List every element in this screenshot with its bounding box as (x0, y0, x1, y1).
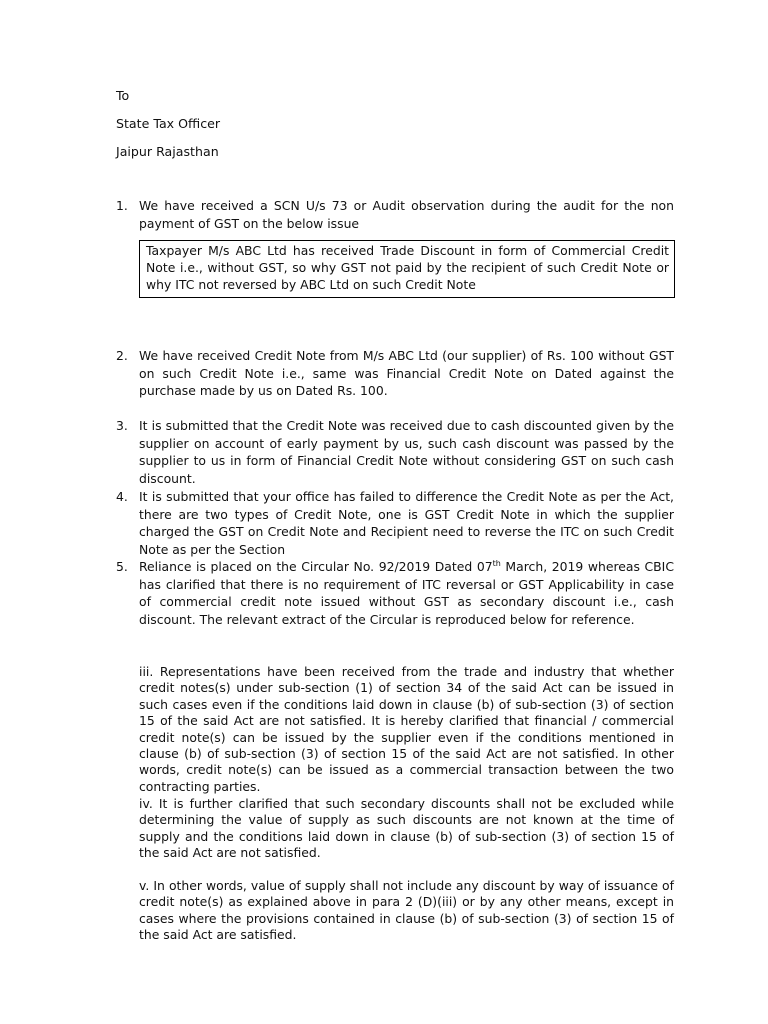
addressee-to: To (116, 88, 130, 103)
point-number: 3. (116, 418, 128, 433)
point-text-c: Rs. 100. (337, 383, 388, 399)
point-text (139, 347, 674, 400)
circular-extract-iv: iv. It is further clarified that such secondary discounts shall not be excluded while determining the value of supply as such discounts are not known at the time of supply and the conditions laid down in clause (b) of sub-section (3) of section 15 of the said Act are not satisfied. (139, 796, 674, 861)
point-text-a: We have received Credit Note from M/s ABC Ltd (our supplier) of Rs. 100 without GST on such Credit Note i.e., same was Financial Credit Note on Dated (139, 348, 674, 381)
point-1 (116, 197, 674, 232)
point-text (139, 558, 674, 628)
point-number: 4. (116, 489, 128, 504)
point-4 (116, 488, 674, 558)
addressee-title: State Tax Officer (116, 116, 221, 131)
point-5 (116, 558, 674, 628)
point-number: 1. (116, 198, 128, 213)
point-number: 5. (116, 559, 128, 574)
point-text-post: March, 2019 whereas CBIC has clarified that there is no requirement of ITC reversal or GST Applicability in case of commercial credit note issued without GST as secondary discount i.e., cash discount. The relevant extract of the Circular is reproduced below for reference. (139, 559, 674, 627)
circular-extract-iii: iii. Representations have been received from the trade and industry that whether credit notes(s) under sub-section (1) of section 34 of the said Act can be issued in such cases even if the conditions laid down in clause (b) of sub-section (3) of section 15 of the said Act are not satisfied. It is hereby clarified that financial / commercial credit note(s) can be issued by the supplier even if the conditions mentioned in clause (b) of sub-section (3) of section 15 of the said Act are not satisfied. In other words, credit note(s) can be issued as a commercial transaction between the two contracting parties. (139, 664, 674, 794)
point-text-pre: Reliance is placed on the Circular No. 92/2019 Dated 07 (139, 559, 493, 574)
ordinal-suffix: th (492, 558, 501, 568)
point-text: We have received a SCN U/s 73 or Audit observation during the audit for the non payment of GST on the below issue (139, 198, 674, 231)
point-text: It is submitted that the Credit Note was received due to cash discounted given by the supplier on account of early payment by us, such cash discount was passed by the supplier to us in form of Financial Credit Note without considering GST on such cash discount. (139, 418, 674, 486)
point-2 (116, 347, 674, 400)
addressee-location: Jaipur Rajasthan (116, 144, 219, 159)
point-text-b: against the purchase made by us on Dated (139, 365, 674, 399)
circular-extract-v: v. In other words, value of supply shall not include any discount by way of issuance of credit note(s) as explained above in para 2 (D)(iii) or by any other means, except in cases where the provisions contained in clause (b) of sub-section (3) of section 15 of the said Act are satisfied. (139, 878, 674, 943)
point-3 (116, 417, 674, 487)
point-number: 2. (116, 348, 128, 363)
issue-box: Taxpayer M/s ABC Ltd has received Trade Discount in form of Commercial Credit Note i.e., without GST, so why GST not paid by the recipient of such Credit Note or why ITC not reversed by ABC Ltd on such Credit Note (139, 240, 675, 298)
point-text: It is submitted that your office has failed to difference the Credit Note as per the Act, there are two types of Credit Note, one is GST Credit Note in which the supplier charged the GST on Credit Note and Recipient need to reverse the ITC on such Credit Note as per the Section (139, 489, 674, 557)
